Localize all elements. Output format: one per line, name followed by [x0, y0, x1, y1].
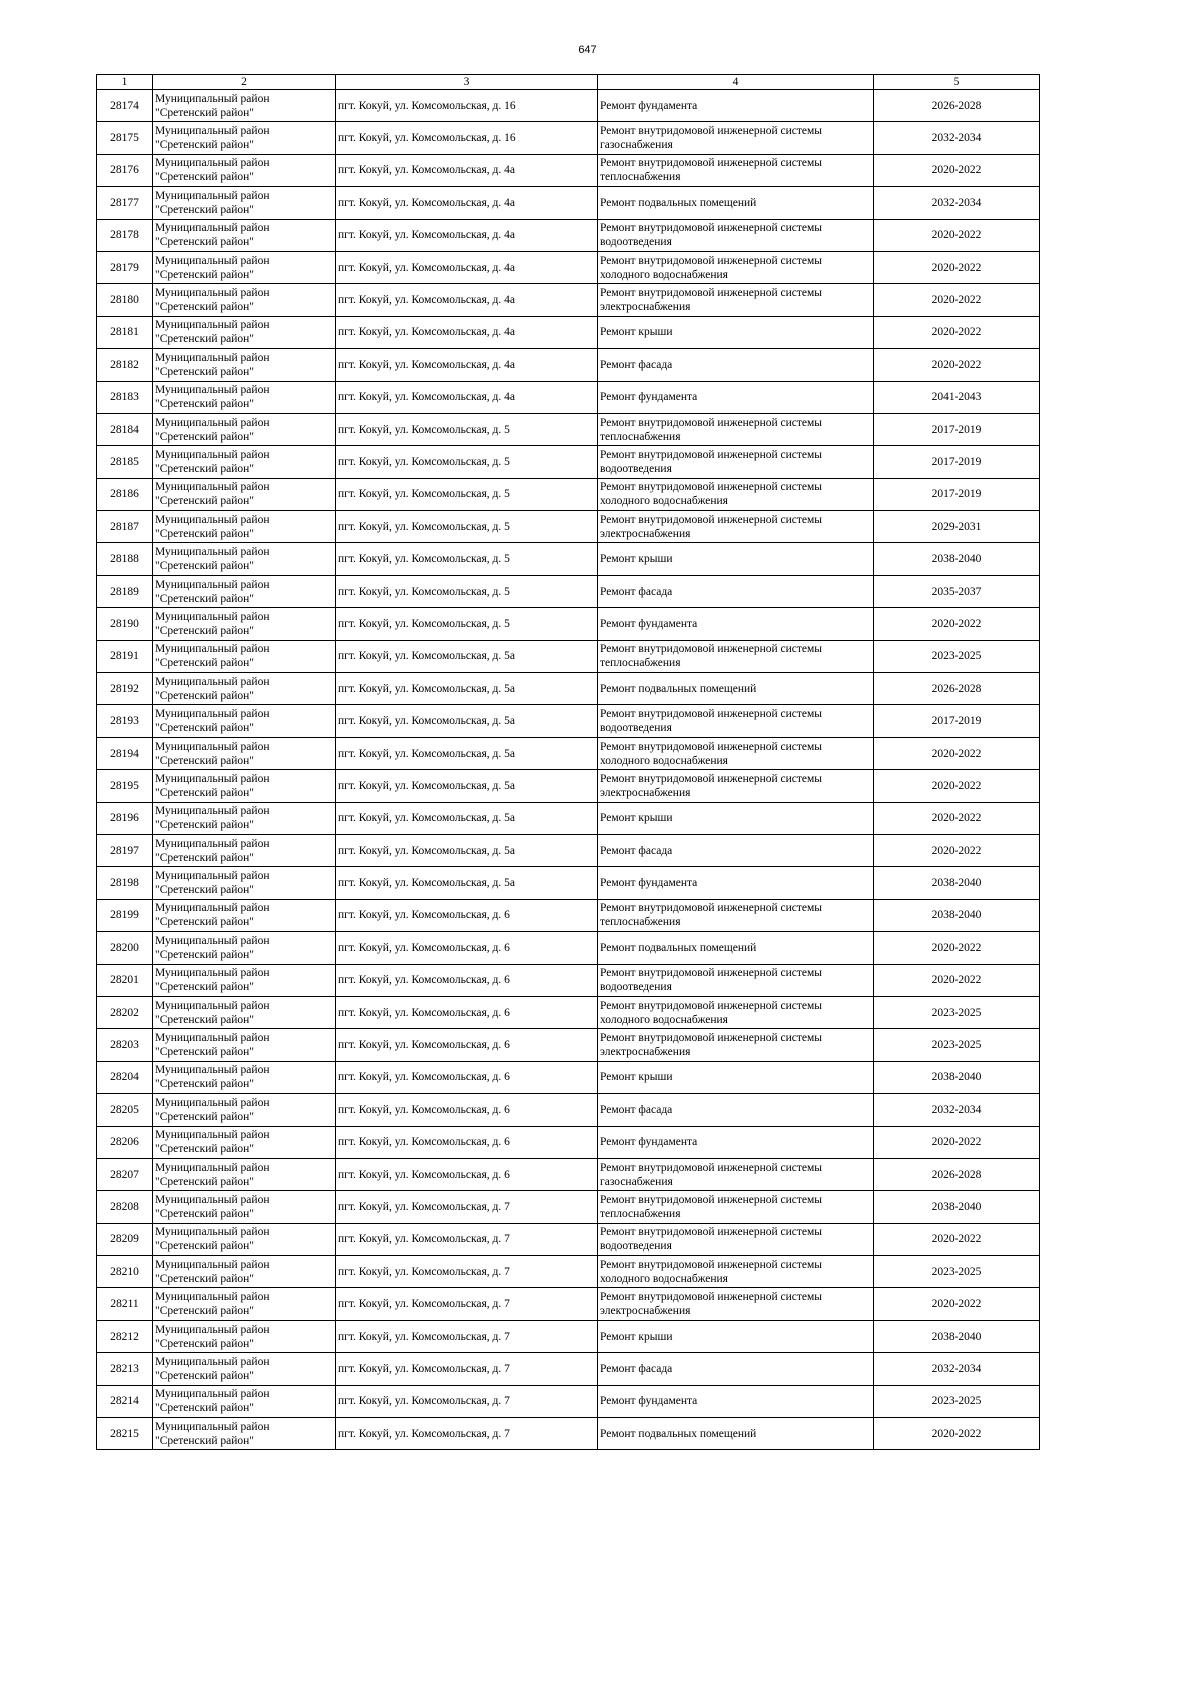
address-cell: пгт. Кокуй, ул. Комсомольская, д. 7	[336, 1288, 598, 1320]
table-row	[97, 1029, 1040, 1061]
row-number-cell: 28213	[97, 1353, 153, 1385]
address-cell: пгт. Кокуй, ул. Комсомольская, д. 6	[336, 964, 598, 996]
row-number-cell: 28203	[97, 1029, 153, 1061]
registry-table	[96, 74, 1040, 1450]
period-cell: 2026-2028	[874, 90, 1040, 122]
table-row	[97, 349, 1040, 381]
address-cell: пгт. Кокуй, ул. Комсомольская, д. 6	[336, 1061, 598, 1093]
table-row	[97, 1126, 1040, 1158]
municipality-cell: Муниципальный район "Сретенский район"	[153, 251, 336, 283]
address-cell: пгт. Кокуй, ул. Комсомольская, д. 7	[336, 1256, 598, 1288]
period-cell: 2020-2022	[874, 802, 1040, 834]
period-cell: 2038-2040	[874, 1320, 1040, 1352]
municipality-cell: Муниципальный район "Сретенский район"	[153, 316, 336, 348]
period-cell: 2032-2034	[874, 187, 1040, 219]
municipality-cell: Муниципальный район "Сретенский район"	[153, 349, 336, 381]
row-number-cell: 28207	[97, 1158, 153, 1190]
row-number-cell: 28176	[97, 154, 153, 186]
period-cell: 2023-2025	[874, 1029, 1040, 1061]
column-header: 5	[874, 75, 1040, 90]
period-cell: 2032-2034	[874, 1094, 1040, 1126]
table-row	[97, 1256, 1040, 1288]
row-number-cell: 28215	[97, 1418, 153, 1450]
address-cell: пгт. Кокуй, ул. Комсомольская, д. 7	[336, 1223, 598, 1255]
period-cell: 2026-2028	[874, 673, 1040, 705]
municipality-cell: Муниципальный район "Сретенский район"	[153, 673, 336, 705]
municipality-cell: Муниципальный район "Сретенский район"	[153, 219, 336, 251]
work-type-cell: Ремонт внутридомовой инженерной системы холодного водоснабжения	[598, 478, 874, 510]
address-cell: пгт. Кокуй, ул. Комсомольская, д. 5а	[336, 737, 598, 769]
work-type-cell: Ремонт внутридомовой инженерной системы холодного водоснабжения	[598, 737, 874, 769]
municipality-cell: Муниципальный район "Сретенский район"	[153, 511, 336, 543]
municipality-cell: Муниципальный район "Сретенский район"	[153, 932, 336, 964]
address-cell: пгт. Кокуй, ул. Комсомольская, д. 5	[336, 478, 598, 510]
address-cell: пгт. Кокуй, ул. Комсомольская, д. 7	[336, 1320, 598, 1352]
work-type-cell: Ремонт внутридомовой инженерной системы водоотведения	[598, 219, 874, 251]
period-cell: 2026-2028	[874, 1158, 1040, 1190]
address-cell: пгт. Кокуй, ул. Комсомольская, д. 6	[336, 1126, 598, 1158]
municipality-cell: Муниципальный район "Сретенский район"	[153, 1256, 336, 1288]
municipality-cell: Муниципальный район "Сретенский район"	[153, 608, 336, 640]
period-cell: 2020-2022	[874, 284, 1040, 316]
period-cell: 2020-2022	[874, 316, 1040, 348]
row-number-cell: 28178	[97, 219, 153, 251]
period-cell: 2020-2022	[874, 932, 1040, 964]
header-row	[97, 75, 1040, 90]
municipality-cell: Муниципальный район "Сретенский район"	[153, 802, 336, 834]
address-cell: пгт. Кокуй, ул. Комсомольская, д. 6	[336, 899, 598, 931]
period-cell: 2032-2034	[874, 1353, 1040, 1385]
table-row	[97, 1223, 1040, 1255]
row-number-cell: 28184	[97, 413, 153, 445]
work-type-cell: Ремонт фундамента	[598, 1385, 874, 1417]
address-cell: пгт. Кокуй, ул. Комсомольская, д. 7	[336, 1353, 598, 1385]
row-number-cell: 28206	[97, 1126, 153, 1158]
work-type-cell: Ремонт подвальных помещений	[598, 187, 874, 219]
address-cell: пгт. Кокуй, ул. Комсомольская, д. 4а	[336, 154, 598, 186]
municipality-cell: Муниципальный район "Сретенский район"	[153, 1094, 336, 1126]
row-number-cell: 28183	[97, 381, 153, 413]
address-cell: пгт. Кокуй, ул. Комсомольская, д. 6	[336, 1094, 598, 1126]
work-type-cell: Ремонт внутридомовой инженерной системы холодного водоснабжения	[598, 251, 874, 283]
address-cell: пгт. Кокуй, ул. Комсомольская, д. 4а	[336, 251, 598, 283]
work-type-cell: Ремонт внутридомовой инженерной системы водоотведения	[598, 964, 874, 996]
table-row	[97, 251, 1040, 283]
address-cell: пгт. Кокуй, ул. Комсомольская, д. 5	[336, 511, 598, 543]
work-type-cell: Ремонт внутридомовой инженерной системы водоотведения	[598, 1223, 874, 1255]
row-number-cell: 28191	[97, 640, 153, 672]
row-number-cell: 28210	[97, 1256, 153, 1288]
address-cell: пгт. Кокуй, ул. Комсомольская, д. 5	[336, 575, 598, 607]
municipality-cell: Муниципальный район "Сретенский район"	[153, 1061, 336, 1093]
municipality-cell: Муниципальный район "Сретенский район"	[153, 1418, 336, 1450]
address-cell: пгт. Кокуй, ул. Комсомольская, д. 5а	[336, 673, 598, 705]
work-type-cell: Ремонт фундамента	[598, 867, 874, 899]
municipality-cell: Муниципальный район "Сретенский район"	[153, 381, 336, 413]
period-cell: 2035-2037	[874, 575, 1040, 607]
address-cell: пгт. Кокуй, ул. Комсомольская, д. 4а	[336, 284, 598, 316]
column-header: 2	[153, 75, 336, 90]
work-type-cell: Ремонт подвальных помещений	[598, 1418, 874, 1450]
address-cell: пгт. Кокуй, ул. Комсомольская, д. 5	[336, 543, 598, 575]
row-number-cell: 28174	[97, 90, 153, 122]
work-type-cell: Ремонт внутридомовой инженерной системы газоснабжения	[598, 1158, 874, 1190]
row-number-cell: 28205	[97, 1094, 153, 1126]
work-type-cell: Ремонт фундамента	[598, 381, 874, 413]
work-type-cell: Ремонт фасада	[598, 834, 874, 866]
work-type-cell: Ремонт внутридомовой инженерной системы холодного водоснабжения	[598, 996, 874, 1028]
table-row	[97, 1385, 1040, 1417]
row-number-cell: 28186	[97, 478, 153, 510]
work-type-cell: Ремонт фасада	[598, 1094, 874, 1126]
period-cell: 2020-2022	[874, 608, 1040, 640]
work-type-cell: Ремонт фасада	[598, 349, 874, 381]
row-number-cell: 28188	[97, 543, 153, 575]
table-row	[97, 996, 1040, 1028]
address-cell: пгт. Кокуй, ул. Комсомольская, д. 4а	[336, 187, 598, 219]
table-row	[97, 964, 1040, 996]
table-row	[97, 1191, 1040, 1223]
work-type-cell: Ремонт внутридомовой инженерной системы холодного водоснабжения	[598, 1256, 874, 1288]
row-number-cell: 28200	[97, 932, 153, 964]
municipality-cell: Муниципальный район "Сретенский район"	[153, 1320, 336, 1352]
row-number-cell: 28204	[97, 1061, 153, 1093]
table-row	[97, 1158, 1040, 1190]
municipality-cell: Муниципальный район "Сретенский район"	[153, 187, 336, 219]
work-type-cell: Ремонт крыши	[598, 1061, 874, 1093]
address-cell: пгт. Кокуй, ул. Комсомольская, д. 6	[336, 932, 598, 964]
row-number-cell: 28181	[97, 316, 153, 348]
work-type-cell: Ремонт внутридомовой инженерной системы теплоснабжения	[598, 413, 874, 445]
municipality-cell: Муниципальный район "Сретенский район"	[153, 446, 336, 478]
work-type-cell: Ремонт внутридомовой инженерной системы теплоснабжения	[598, 1191, 874, 1223]
table-row	[97, 381, 1040, 413]
address-cell: пгт. Кокуй, ул. Комсомольская, д. 6	[336, 996, 598, 1028]
municipality-cell: Муниципальный район "Сретенский район"	[153, 575, 336, 607]
period-cell: 2038-2040	[874, 1191, 1040, 1223]
period-cell: 2038-2040	[874, 543, 1040, 575]
municipality-cell: Муниципальный район "Сретенский район"	[153, 1353, 336, 1385]
table-row	[97, 640, 1040, 672]
address-cell: пгт. Кокуй, ул. Комсомольская, д. 5а	[336, 705, 598, 737]
work-type-cell: Ремонт крыши	[598, 1320, 874, 1352]
row-number-cell: 28194	[97, 737, 153, 769]
table-row	[97, 284, 1040, 316]
period-cell: 2020-2022	[874, 964, 1040, 996]
row-number-cell: 28175	[97, 122, 153, 154]
work-type-cell: Ремонт внутридомовой инженерной системы электроснабжения	[598, 770, 874, 802]
table-row	[97, 899, 1040, 931]
period-cell: 2020-2022	[874, 349, 1040, 381]
table-row	[97, 1288, 1040, 1320]
municipality-cell: Муниципальный район "Сретенский район"	[153, 834, 336, 866]
table-row	[97, 932, 1040, 964]
table-row	[97, 1320, 1040, 1352]
column-header: 1	[97, 75, 153, 90]
work-type-cell: Ремонт фасада	[598, 1353, 874, 1385]
table-row	[97, 187, 1040, 219]
period-cell: 2023-2025	[874, 1385, 1040, 1417]
period-cell: 2041-2043	[874, 381, 1040, 413]
address-cell: пгт. Кокуй, ул. Комсомольская, д. 6	[336, 1158, 598, 1190]
table-row	[97, 413, 1040, 445]
municipality-cell: Муниципальный район "Сретенский район"	[153, 867, 336, 899]
table-row	[97, 867, 1040, 899]
address-cell: пгт. Кокуй, ул. Комсомольская, д. 16	[336, 90, 598, 122]
address-cell: пгт. Кокуй, ул. Комсомольская, д. 5	[336, 413, 598, 445]
work-type-cell: Ремонт подвальных помещений	[598, 932, 874, 964]
row-number-cell: 28193	[97, 705, 153, 737]
period-cell: 2038-2040	[874, 899, 1040, 931]
work-type-cell: Ремонт внутридомовой инженерной системы водоотведения	[598, 705, 874, 737]
address-cell: пгт. Кокуй, ул. Комсомольская, д. 4а	[336, 381, 598, 413]
period-cell: 2017-2019	[874, 413, 1040, 445]
column-header: 3	[336, 75, 598, 90]
table-row	[97, 834, 1040, 866]
address-cell: пгт. Кокуй, ул. Комсомольская, д. 4а	[336, 349, 598, 381]
table-row	[97, 673, 1040, 705]
table-row	[97, 802, 1040, 834]
row-number-cell: 28208	[97, 1191, 153, 1223]
municipality-cell: Муниципальный район "Сретенский район"	[153, 1029, 336, 1061]
period-cell: 2029-2031	[874, 511, 1040, 543]
work-type-cell: Ремонт внутридомовой инженерной системы теплоснабжения	[598, 154, 874, 186]
work-type-cell: Ремонт крыши	[598, 316, 874, 348]
row-number-cell: 28192	[97, 673, 153, 705]
table-row	[97, 770, 1040, 802]
period-cell: 2038-2040	[874, 1061, 1040, 1093]
address-cell: пгт. Кокуй, ул. Комсомольская, д. 5а	[336, 834, 598, 866]
address-cell: пгт. Кокуй, ул. Комсомольская, д. 5а	[336, 640, 598, 672]
period-cell: 2020-2022	[874, 251, 1040, 283]
period-cell: 2023-2025	[874, 1256, 1040, 1288]
address-cell: пгт. Кокуй, ул. Комсомольская, д. 7	[336, 1418, 598, 1450]
address-cell: пгт. Кокуй, ул. Комсомольская, д. 5а	[336, 802, 598, 834]
table-row	[97, 543, 1040, 575]
row-number-cell: 28209	[97, 1223, 153, 1255]
row-number-cell: 28187	[97, 511, 153, 543]
municipality-cell: Муниципальный район "Сретенский район"	[153, 1191, 336, 1223]
period-cell: 2023-2025	[874, 640, 1040, 672]
work-type-cell: Ремонт фундамента	[598, 1126, 874, 1158]
row-number-cell: 28196	[97, 802, 153, 834]
row-number-cell: 28212	[97, 1320, 153, 1352]
row-number-cell: 28211	[97, 1288, 153, 1320]
row-number-cell: 28189	[97, 575, 153, 607]
period-cell: 2032-2034	[874, 122, 1040, 154]
work-type-cell: Ремонт внутридомовой инженерной системы электроснабжения	[598, 1029, 874, 1061]
address-cell: пгт. Кокуй, ул. Комсомольская, д. 5а	[336, 770, 598, 802]
address-cell: пгт. Кокуй, ул. Комсомольская, д. 7	[336, 1385, 598, 1417]
work-type-cell: Ремонт внутридомовой инженерной системы водоотведения	[598, 446, 874, 478]
municipality-cell: Муниципальный район "Сретенский район"	[153, 640, 336, 672]
municipality-cell: Муниципальный район "Сретенский район"	[153, 90, 336, 122]
municipality-cell: Муниципальный район "Сретенский район"	[153, 737, 336, 769]
row-number-cell: 28185	[97, 446, 153, 478]
municipality-cell: Муниципальный район "Сретенский район"	[153, 154, 336, 186]
address-cell: пгт. Кокуй, ул. Комсомольская, д. 7	[336, 1191, 598, 1223]
work-type-cell: Ремонт внутридомовой инженерной системы электроснабжения	[598, 511, 874, 543]
row-number-cell: 28201	[97, 964, 153, 996]
row-number-cell: 28195	[97, 770, 153, 802]
table-row	[97, 1061, 1040, 1093]
table-row	[97, 154, 1040, 186]
work-type-cell: Ремонт внутридомовой инженерной системы электроснабжения	[598, 284, 874, 316]
municipality-cell: Муниципальный район "Сретенский район"	[153, 770, 336, 802]
table-row	[97, 219, 1040, 251]
column-header: 4	[598, 75, 874, 90]
work-type-cell: Ремонт крыши	[598, 802, 874, 834]
work-type-cell: Ремонт фасада	[598, 575, 874, 607]
address-cell: пгт. Кокуй, ул. Комсомольская, д. 6	[336, 1029, 598, 1061]
address-cell: пгт. Кокуй, ул. Комсомольская, д. 16	[336, 122, 598, 154]
municipality-cell: Муниципальный район "Сретенский район"	[153, 478, 336, 510]
work-type-cell: Ремонт фундамента	[598, 608, 874, 640]
municipality-cell: Муниципальный район "Сретенский район"	[153, 284, 336, 316]
work-type-cell: Ремонт внутридомовой инженерной системы теплоснабжения	[598, 899, 874, 931]
period-cell: 2020-2022	[874, 834, 1040, 866]
row-number-cell: 28198	[97, 867, 153, 899]
table-row	[97, 122, 1040, 154]
work-type-cell: Ремонт внутридомовой инженерной системы газоснабжения	[598, 122, 874, 154]
row-number-cell: 28199	[97, 899, 153, 931]
table-row	[97, 1094, 1040, 1126]
row-number-cell: 28182	[97, 349, 153, 381]
period-cell: 2020-2022	[874, 1418, 1040, 1450]
table-row	[97, 90, 1040, 122]
period-cell: 2017-2019	[874, 705, 1040, 737]
row-number-cell: 28180	[97, 284, 153, 316]
period-cell: 2020-2022	[874, 154, 1040, 186]
period-cell: 2038-2040	[874, 867, 1040, 899]
row-number-cell: 28214	[97, 1385, 153, 1417]
row-number-cell: 28202	[97, 996, 153, 1028]
table-row	[97, 1418, 1040, 1450]
municipality-cell: Муниципальный район "Сретенский район"	[153, 899, 336, 931]
municipality-cell: Муниципальный район "Сретенский район"	[153, 122, 336, 154]
work-type-cell: Ремонт фундамента	[598, 90, 874, 122]
work-type-cell: Ремонт подвальных помещений	[598, 673, 874, 705]
period-cell: 2023-2025	[874, 996, 1040, 1028]
table-row	[97, 737, 1040, 769]
work-type-cell: Ремонт внутридомовой инженерной системы теплоснабжения	[598, 640, 874, 672]
row-number-cell: 28190	[97, 608, 153, 640]
municipality-cell: Муниципальный район "Сретенский район"	[153, 1288, 336, 1320]
municipality-cell: Муниципальный район "Сретенский район"	[153, 1223, 336, 1255]
municipality-cell: Муниципальный район "Сретенский район"	[153, 543, 336, 575]
period-cell: 2017-2019	[874, 478, 1040, 510]
row-number-cell: 28179	[97, 251, 153, 283]
period-cell: 2020-2022	[874, 770, 1040, 802]
address-cell: пгт. Кокуй, ул. Комсомольская, д. 5	[336, 608, 598, 640]
period-cell: 2020-2022	[874, 1288, 1040, 1320]
work-type-cell: Ремонт внутридомовой инженерной системы электроснабжения	[598, 1288, 874, 1320]
row-number-cell: 28197	[97, 834, 153, 866]
address-cell: пгт. Кокуй, ул. Комсомольская, д. 5	[336, 446, 598, 478]
table-row	[97, 478, 1040, 510]
table-row	[97, 705, 1040, 737]
table-row	[97, 316, 1040, 348]
page-number: 647	[578, 44, 597, 56]
period-cell: 2020-2022	[874, 1126, 1040, 1158]
municipality-cell: Муниципальный район "Сретенский район"	[153, 1126, 336, 1158]
municipality-cell: Муниципальный район "Сретенский район"	[153, 964, 336, 996]
period-cell: 2017-2019	[874, 446, 1040, 478]
municipality-cell: Муниципальный район "Сретенский район"	[153, 996, 336, 1028]
row-number-cell: 28177	[97, 187, 153, 219]
municipality-cell: Муниципальный район "Сретенский район"	[153, 1385, 336, 1417]
table-row	[97, 608, 1040, 640]
table-row	[97, 1353, 1040, 1385]
period-cell: 2020-2022	[874, 737, 1040, 769]
address-cell: пгт. Кокуй, ул. Комсомольская, д. 4а	[336, 219, 598, 251]
municipality-cell: Муниципальный район "Сретенский район"	[153, 705, 336, 737]
address-cell: пгт. Кокуй, ул. Комсомольская, д. 4а	[336, 316, 598, 348]
table-row	[97, 446, 1040, 478]
municipality-cell: Муниципальный район "Сретенский район"	[153, 1158, 336, 1190]
work-type-cell: Ремонт крыши	[598, 543, 874, 575]
period-cell: 2020-2022	[874, 219, 1040, 251]
municipality-cell: Муниципальный район "Сретенский район"	[153, 413, 336, 445]
address-cell: пгт. Кокуй, ул. Комсомольская, д. 5а	[336, 867, 598, 899]
period-cell: 2020-2022	[874, 1223, 1040, 1255]
table-row	[97, 511, 1040, 543]
table-row	[97, 575, 1040, 607]
